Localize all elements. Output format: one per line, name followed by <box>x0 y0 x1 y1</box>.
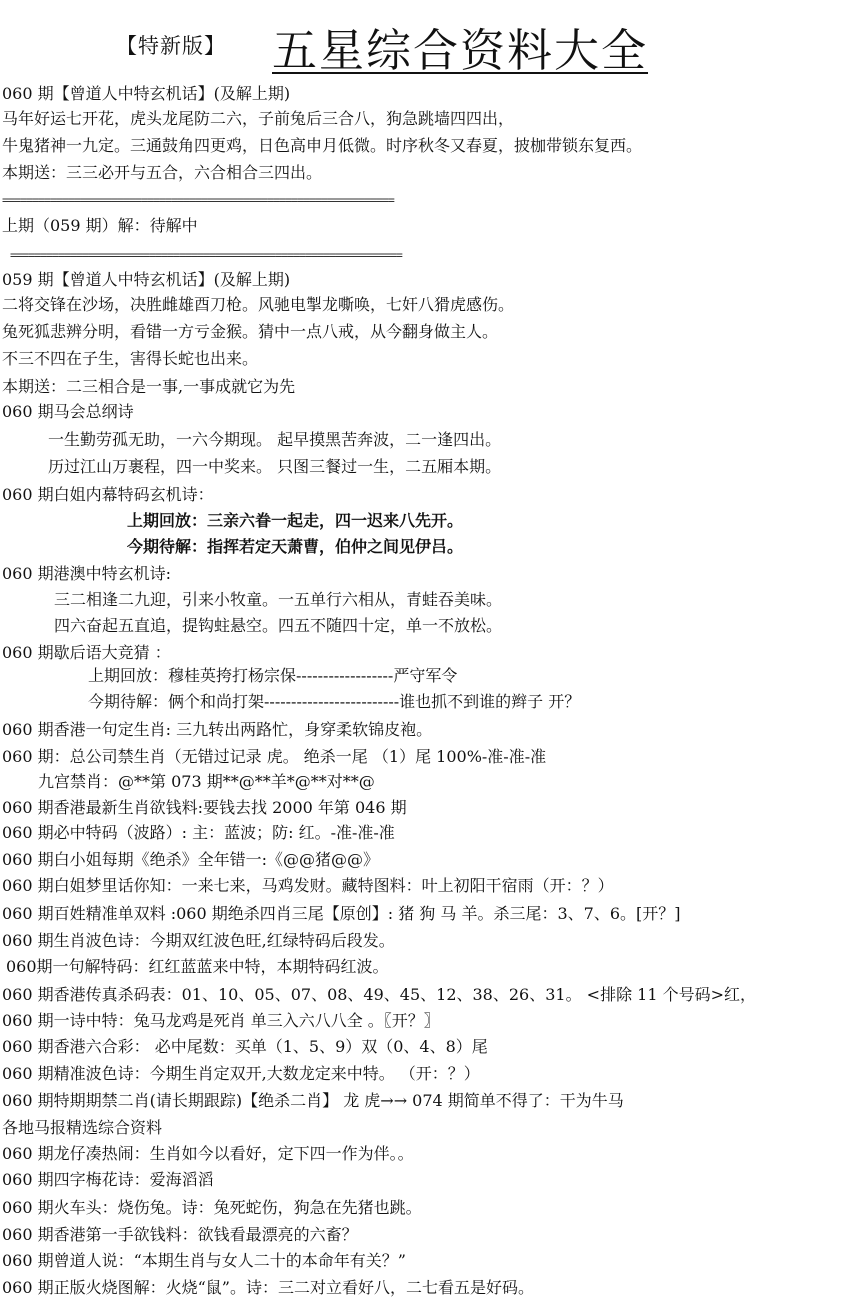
text-line: 060 期【曾道人中特玄机话】(及解上期) <box>2 84 291 103</box>
text-line: 060 期曾道人说：“本期生肖与女人二十的本命年有关？” <box>2 1251 406 1270</box>
separator-line: ================================================================= <box>2 193 394 207</box>
text-line: 060 期一诗中特：兔马龙鸡是死肖 单三入六八八全 。〖开？〗 <box>2 1011 440 1030</box>
text-line: 上期回放：穆桂英挎打杨宗保------------------严守军令 <box>88 666 458 685</box>
text-line: 060 期必中特码（波路）: 主：蓝波；防: 红。-准-准-准 <box>2 823 395 842</box>
text-line: 060 期正版火烧图解：火烧“鼠”。诗：三二对立看好八，二七看五是好码。 <box>2 1278 534 1297</box>
text-line: 今期待解：俩个和尚打架-------------------------谁也抓不到谁的辫子 开？ <box>88 692 581 711</box>
text-line: 060 期精准波色诗：今期生肖定双开,大数龙定来中特。 （开：？） <box>2 1064 480 1083</box>
text-line: 060 期火车头：烧伤兔。诗：兔死蛇伤，狗急在先猪也跳。 <box>2 1198 422 1217</box>
text-line: 060 期白姐梦里话你知：一来七来，马鸡发财。藏特图料：叶上初阳干宿雨（开：？） <box>2 876 614 895</box>
text-line: 060 期龙仔凑热闹：生肖如今以看好，定下四一作为伴。。 <box>2 1144 414 1163</box>
text-line: 马年好运七开花，虎头龙尾防二六，子前兔后三合八，狗急跳墙四四出， <box>2 109 515 128</box>
text-line: 060 期香港最新生肖欲钱料:要钱去找 2000 年第 046 期 <box>2 798 407 817</box>
separator-line: ================================================================= <box>10 248 402 262</box>
text-line: 060 期歇后语大竞猜 ： <box>2 643 171 662</box>
text-line: 四六奋起五直追，提钩蛀悬空。四五不随四十定，单一不放松。 <box>54 616 503 635</box>
text-line: 兔死狐悲辨分明，看错一方亏金猴。猜中一点八戒，从今翻身做主人。 <box>2 322 499 341</box>
text-line: 060 期四字梅花诗：爱海滔滔 <box>2 1170 214 1189</box>
text-line: 一生勤劳孤无助，一六今期现。 起早摸黑苦奔波，二一逢四出。 <box>48 430 502 449</box>
text-line: 上期（059 期）解：待解中 <box>2 216 198 235</box>
text-line: 不三不四在子生，害得长蛇也出来。 <box>2 349 259 368</box>
text-line: 059 期【曾道人中特玄机话】(及解上期) <box>2 270 291 289</box>
text-line: 本期送：三三必开与五合，六合相合三四出。 <box>2 163 323 182</box>
text-line: 060 期白小姐每期《绝杀》全年错一:《@@猪@@》 <box>2 850 380 869</box>
text-line: 三二相逢二九迎，引来小牧童。一五单行六相从，青蛙吞美味。 <box>54 590 503 609</box>
text-line: 060 期百姓精准单双料 :060 期绝杀四肖三尾【原创】: 猪 狗 马 羊。杀三尾：3、7、6。[开？] <box>2 904 681 923</box>
text-line: 上期回放：三亲六眷一起走，四一迟来八先开。 <box>127 511 464 530</box>
text-line: 060 期：总公司禁生肖（无错过记录 虎。 绝杀一尾 （1）尾 100%-准-准-准 <box>2 747 547 766</box>
text-line: 各地马报精选综合资料 <box>2 1118 163 1137</box>
text-line: 九宫禁肖：@**第 073 期**@**羊*@**对**@ <box>38 772 375 791</box>
edition-label: 【特新版】 <box>116 34 226 58</box>
text-line: 060 期特期期禁二肖(请长期跟踪)【绝杀二肖】 龙 虎→→ 074 期简单不得了：干为牛马 <box>2 1091 624 1110</box>
text-line: 060 期港澳中特玄机诗: <box>2 564 172 583</box>
text-line: 060 期白姐内幕特码玄机诗： <box>2 485 214 504</box>
text-line: 060期一句解特码：红红蓝蓝来中特，本期特码红波。 <box>6 957 389 976</box>
text-line: 本期送：二三相合是一事,一事成就它为先 <box>2 377 296 396</box>
text-line: 060 期香港六合彩： 必中尾数：买单（1、5、9）双（0、4、8）尾 <box>2 1037 488 1056</box>
text-line: 今期待解：指挥若定天萧曹，伯仲之间见伊吕。 <box>127 537 464 556</box>
page-title: 五星综合资料大全 <box>272 24 649 77</box>
header <box>0 0 852 78</box>
text-line: 060 期香港一句定生肖: 三九转出两路忙，身穿柔软锦皮袍。 <box>2 720 433 739</box>
text-line: 060 期生肖波色诗：今期双红波色旺,红绿特码后段发。 <box>2 931 395 950</box>
text-line: 牛鬼猪神一九定。三通鼓角四更鸡，日色高申月低微。时序秋冬又春夏，披枷带锁东复西。 <box>2 136 643 155</box>
text-line: 060 期香港传真杀码表：01、10、05、07、08、49、45、12、38、26、31。 <排除 11 个号码>红， <box>2 985 757 1004</box>
text-line: 060 期马会总纲诗 <box>2 402 134 421</box>
text-line: 二将交锋在沙场，决胜雌雄酉刀枪。风驰电掣龙嘶唤，七奸八猾虎感伤。 <box>2 295 515 314</box>
text-line: 060 期香港第一手欲钱料：欲钱看最漂亮的六畜？ <box>2 1225 358 1244</box>
text-line: 历过江山万裹程，四一中奖来。 只图三餐过一生，二五厢本期。 <box>48 457 502 476</box>
